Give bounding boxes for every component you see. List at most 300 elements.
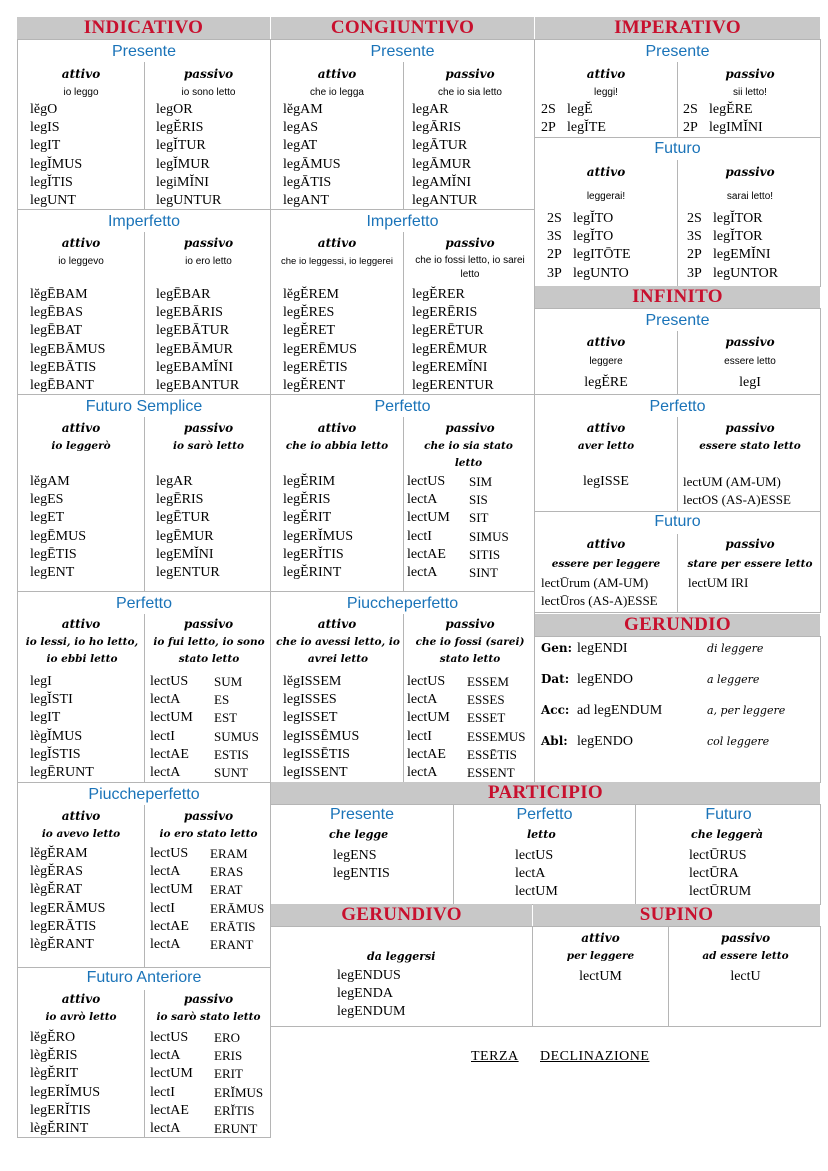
form-line: legĀTUR xyxy=(412,138,468,154)
translation-attivo: io lessi, io ho letto, io ebbi letto xyxy=(25,636,139,665)
translation: di leggere xyxy=(707,642,764,655)
verb-form: legĬTE xyxy=(567,120,606,136)
supino-header: SUPINO xyxy=(533,904,820,926)
form-line: ERĬTIS xyxy=(214,1102,255,1118)
ind-piucche-box xyxy=(17,782,271,968)
form-line: ERIT xyxy=(214,1066,243,1082)
form-line: lègĔRANT xyxy=(30,936,94,952)
translation-attivo: essere per leggere xyxy=(551,558,661,570)
form-line xyxy=(547,210,631,228)
form-line: lectAE xyxy=(150,746,189,762)
form-line: legET xyxy=(30,510,65,526)
form-line: legEREMĬNI xyxy=(412,359,488,375)
translation-passivo: io ero letto xyxy=(185,256,232,267)
verb-form: legENDO xyxy=(577,672,633,687)
attivo-label: attivo xyxy=(61,809,101,823)
form-line: legĒBAS xyxy=(30,305,83,321)
form-line: lectA xyxy=(150,764,181,780)
inf-futuro-box xyxy=(534,511,821,613)
part-presente-forms xyxy=(333,847,390,883)
form-line: legAR xyxy=(156,474,193,489)
cong-presente-box xyxy=(270,39,535,210)
form-line: legĒRIS xyxy=(156,492,204,508)
case-label: Gen: xyxy=(541,641,573,655)
form-line: legEBANTUR xyxy=(156,377,240,393)
cong-piucche-title: Piuccheperfetto xyxy=(346,595,459,612)
verb-form: legUNTO xyxy=(573,265,629,281)
form-line: legĬMUR xyxy=(156,156,210,172)
passivo-aux xyxy=(214,1029,263,1138)
verb-form: legITŌTE xyxy=(573,247,631,263)
form-line: legERĬMUS xyxy=(30,1084,100,1100)
attivo-forms xyxy=(30,286,105,395)
translation-attivo: leggi! xyxy=(594,87,618,98)
attivo-forms xyxy=(283,673,359,782)
attivo-form: legĔRE xyxy=(584,375,628,390)
form-line: lectA xyxy=(150,936,181,952)
form-line: legOR xyxy=(156,102,193,117)
translation-attivo: io leggo xyxy=(63,87,99,98)
form-line: ERIS xyxy=(214,1048,243,1064)
form-line: lĕgO xyxy=(30,102,58,117)
form-line: lègĬMUS xyxy=(30,728,83,744)
imp-futuro-box xyxy=(534,137,821,287)
form-line xyxy=(541,119,606,137)
translation-passivo: io sono letto xyxy=(181,87,236,98)
translation-attivo: che io leggessi, io leggerei xyxy=(281,256,393,267)
translation-attivo: leggerai! xyxy=(586,191,626,202)
translation-attivo: che io abbia letto xyxy=(285,440,389,452)
inf-perfetto-title: Perfetto xyxy=(649,398,706,415)
passivo-forms xyxy=(683,101,763,137)
passivo-label: passivo xyxy=(725,165,775,179)
form-line: EST xyxy=(214,710,238,726)
form-line: legENT xyxy=(30,564,75,580)
form-line: legISSĒTIS xyxy=(283,746,350,762)
form-line: lectŪRUM xyxy=(689,884,752,900)
ind-perfetto-box xyxy=(17,591,271,783)
attivo-label: attivo xyxy=(586,421,626,435)
gerundio-row xyxy=(541,636,785,664)
person-label: 2P xyxy=(547,247,562,263)
form-line: legISSĒMUS xyxy=(283,728,360,744)
form-line: legĔRER xyxy=(412,287,465,302)
form-line: ESSĒTIS xyxy=(467,746,517,762)
attivo-label: attivo xyxy=(586,335,626,349)
form-line xyxy=(687,210,778,228)
person-label: 3P xyxy=(547,265,562,281)
ind-piucche-title: Piuccheperfetto xyxy=(88,786,200,803)
attivo-label: attivo xyxy=(61,992,101,1006)
form-line: ES xyxy=(214,692,230,708)
attivo-forms xyxy=(283,101,341,210)
attivo-label: attivo xyxy=(317,421,357,435)
form-line: lectUM xyxy=(407,710,450,726)
passivo-form: lectUM IRI xyxy=(688,575,749,590)
form-line: legENDUS xyxy=(337,968,401,983)
verb-form: legĔRE xyxy=(709,102,753,117)
form-line: lectAE xyxy=(407,746,446,762)
form-line: lectA xyxy=(407,764,438,780)
ind-futuro-title: Futuro Semplice xyxy=(85,398,203,415)
form-line: lectUM xyxy=(150,1066,193,1082)
attivo-forms xyxy=(30,845,105,954)
gerundivo-note: da leggersi xyxy=(367,950,436,963)
form-line: legiMĬNI xyxy=(156,174,209,190)
translation-attivo: che io legga xyxy=(310,87,364,98)
form-line: legERĬTIS xyxy=(283,546,344,562)
divider xyxy=(403,417,404,591)
form-line: ESSEM xyxy=(467,674,509,689)
form-line: lectUS xyxy=(407,474,446,489)
form-line: lectA xyxy=(515,866,546,882)
passivo-label: passivo xyxy=(183,617,234,631)
person-label: 2S xyxy=(687,211,702,226)
form-line: lectAE xyxy=(150,1102,189,1118)
form-line: legERĀTIS xyxy=(30,918,97,934)
passivo-forms: lectUM (AM-UM) lectOS (AS-A)ESSE xyxy=(683,474,791,508)
attivo-label: attivo xyxy=(61,236,101,250)
gerundivo-forms xyxy=(337,967,405,1022)
person-label: 3P xyxy=(687,265,702,281)
ind-presente-title: Presente xyxy=(111,43,177,60)
translation: a leggere xyxy=(707,673,760,686)
attivo-forms: lectŪrum (AM-UM) lectŪros (AS-A)ESSE xyxy=(541,575,658,609)
translation-passivo: io fui letto, io sono stato letto xyxy=(153,636,265,665)
imp-futuro-title: Futuro xyxy=(654,140,701,157)
supino-attivo-form: lectUM xyxy=(579,969,622,984)
form-line: lectI xyxy=(150,728,175,744)
form-line: legĒRUNT xyxy=(30,764,94,780)
inf-futuro-title: Futuro xyxy=(654,513,701,530)
form-line: lectA xyxy=(407,564,438,580)
attivo-form: legISSE xyxy=(583,474,629,489)
form-line: legAMĬNI xyxy=(412,174,472,190)
form-line xyxy=(547,246,631,264)
form-line: ERUNT xyxy=(214,1120,258,1136)
gerundio-rows xyxy=(541,636,785,757)
form-line: legAT xyxy=(283,138,318,154)
verb-form: legENDI xyxy=(577,641,628,656)
form-line: lectI xyxy=(407,728,432,744)
translation-passivo: che io fossi (sarei) stato letto xyxy=(415,636,525,665)
form-line: SUMUS xyxy=(214,728,259,744)
form-line: lègĔRINT xyxy=(30,1120,89,1136)
form-line: lectUM xyxy=(407,510,450,526)
cong-perfetto-box xyxy=(270,394,535,592)
form-line: SUNT xyxy=(214,764,248,780)
form-line: legĔRIS xyxy=(283,492,331,508)
passivo-label: passivo xyxy=(445,236,495,250)
form-line: SUM xyxy=(214,674,243,689)
form-line: legERĬTIS xyxy=(30,1102,91,1118)
cong-perfetto-title: Perfetto xyxy=(374,398,431,415)
translation-passivo: essere stato letto xyxy=(699,440,801,452)
ind-futant-box xyxy=(17,967,271,1138)
form-line: legUNT xyxy=(30,192,76,208)
participio-header: PARTICIPIO xyxy=(271,782,820,804)
passivo-participles xyxy=(150,1029,193,1138)
form-line: legAR xyxy=(412,102,449,117)
form-line: lectUS xyxy=(150,1030,189,1045)
passivo-label: passivo xyxy=(725,537,775,551)
passivo-aux xyxy=(210,845,264,954)
translation-passivo: essere letto xyxy=(724,356,776,367)
form-line: lectA xyxy=(407,492,438,508)
ind-imperfetto-title: Imperfetto xyxy=(107,213,181,230)
passivo-participles xyxy=(150,845,193,954)
inf-perfetto-box xyxy=(534,394,821,512)
form-line: lègĔRAS xyxy=(30,864,83,880)
inf-presente-title: Presente xyxy=(645,312,710,329)
cong-imperfetto-box xyxy=(270,209,535,395)
form-line: legĀRIS xyxy=(412,120,461,136)
attivo-forms xyxy=(541,101,606,137)
cong-presente-title: Presente xyxy=(370,43,435,60)
form-line: legĔRES xyxy=(283,305,335,321)
verb-form: legUNTOR xyxy=(713,265,779,281)
form-line: legERĀMUS xyxy=(30,900,106,916)
attivo-label: attivo xyxy=(317,236,357,250)
attivo-label: attivo xyxy=(317,617,357,631)
form-line: legĬTUR xyxy=(156,138,206,154)
ind-perfetto-title: Perfetto xyxy=(115,595,173,612)
form-line: legĬSTI xyxy=(30,692,73,708)
person-label: 2S xyxy=(541,102,556,117)
form-line: legĒBAT xyxy=(30,323,83,339)
form-line: legENDA xyxy=(337,986,393,1002)
translation-attivo: che io avessi letto, io avrei letto xyxy=(276,636,400,665)
form-line: ERĀTIS xyxy=(210,918,256,934)
form-line: legENS xyxy=(333,848,377,863)
participio-box xyxy=(270,804,821,905)
form-line: legĒTIS xyxy=(30,546,77,562)
attivo-label: attivo xyxy=(586,67,626,81)
attivo-label: attivo xyxy=(586,537,626,551)
person-label: 2P xyxy=(687,247,702,263)
form-line: ERANT xyxy=(210,936,254,952)
verb-form: legĔ xyxy=(567,102,593,117)
translation-passivo: che io sia stato letto xyxy=(424,440,513,469)
form-line xyxy=(687,246,778,264)
form-line: ESTIS xyxy=(214,746,249,762)
verb-form: legIMĬNI xyxy=(709,120,763,136)
translation-passivo: che io sia letto xyxy=(438,87,502,98)
passivo-label: passivo xyxy=(725,67,775,81)
form-line: legAS xyxy=(283,120,318,136)
imperativo-header: IMPERATIVO xyxy=(535,17,820,39)
verb-form: legĬTO xyxy=(573,211,614,226)
form-line: legERĒRIS xyxy=(412,305,478,321)
translation-attivo: aver letto xyxy=(577,440,635,452)
form-line: legIT xyxy=(30,710,61,726)
form-line: legEBĀMUS xyxy=(30,341,106,357)
form-line: ESSES xyxy=(467,692,505,708)
passivo-aux xyxy=(467,673,526,782)
passivo-label: passivo xyxy=(445,617,495,631)
form-line: legANT xyxy=(283,192,329,208)
form-line: ERO xyxy=(214,1030,240,1045)
cong-piucche-box xyxy=(270,591,535,783)
form-line: legENTIS xyxy=(333,866,390,882)
form-line: lectI xyxy=(150,1084,175,1100)
ind-presente-box xyxy=(17,39,271,210)
form-line: ERĀMUS xyxy=(210,900,265,916)
ind-futuro-box xyxy=(17,394,271,592)
form-line: lectI xyxy=(150,900,175,916)
form-line: lectA xyxy=(150,1048,181,1064)
form-line: legEBĀTUR xyxy=(156,323,230,339)
form-line: legERENTUR xyxy=(412,377,494,393)
attivo-label: attivo xyxy=(61,617,101,631)
form-line: legEBĀMUR xyxy=(156,341,233,357)
gerundio-box xyxy=(534,636,821,783)
form-line: lectA xyxy=(407,692,438,708)
form-line: legĬMUS xyxy=(30,156,83,172)
form-line xyxy=(541,101,606,119)
gerundio-header: GERUNDIO xyxy=(535,614,820,636)
cong-imperfetto-title: Imperfetto xyxy=(366,213,439,230)
passivo-participles xyxy=(150,673,193,782)
attivo-label: attivo xyxy=(61,421,101,435)
form-line: ESSEMUS xyxy=(467,728,526,744)
divider xyxy=(403,614,404,782)
form-line: lectA xyxy=(150,692,181,708)
passivo-label: passivo xyxy=(183,67,234,81)
person-label: 3S xyxy=(547,229,562,245)
attivo-label: attivo xyxy=(581,931,620,945)
form-line: lĕgĔREM xyxy=(283,287,339,302)
passivo-participles xyxy=(407,473,450,582)
verb-form: legĬTOR xyxy=(713,229,763,245)
divider xyxy=(403,232,404,394)
passivo-label: passivo xyxy=(183,992,234,1006)
form-line: legI xyxy=(30,674,52,689)
person-label: 2P xyxy=(683,120,698,136)
form-line: ESSET xyxy=(467,710,506,726)
form-line: ESSENT xyxy=(467,764,515,780)
form-line: legĀMUS xyxy=(283,156,341,172)
form-line: lectŪRA xyxy=(689,866,739,882)
form-line: lègĔRIT xyxy=(30,1066,79,1082)
form-line: SIS xyxy=(469,492,488,508)
passivo-label: passivo xyxy=(720,931,771,945)
part-perfetto-note: letto xyxy=(527,828,556,841)
part-futuro-forms xyxy=(689,847,751,902)
gerundio-row xyxy=(541,726,785,757)
form-line: lectA xyxy=(150,864,181,880)
passivo-label: passivo xyxy=(725,335,775,349)
infinito-header: INFINITO xyxy=(535,286,820,308)
form-line: lectAE xyxy=(150,918,189,934)
verb-form: legENDO xyxy=(577,734,633,749)
form-line: legĀMUR xyxy=(412,156,472,172)
passivo-aux xyxy=(469,473,509,582)
form-line: lègĔRAT xyxy=(30,882,83,898)
attivo-label: attivo xyxy=(61,67,101,81)
form-line: legĔRET xyxy=(283,323,336,339)
form-line: SIT xyxy=(469,510,489,526)
form-line: lĕgAM xyxy=(30,474,70,489)
form-line: lectUS xyxy=(150,674,189,689)
form-line: legĒMUS xyxy=(30,528,86,544)
translation-passivo: sarai letto! xyxy=(726,191,774,202)
form-line: legUNTUR xyxy=(156,192,222,208)
passivo-label: passivo xyxy=(725,421,775,435)
attivo-forms xyxy=(30,101,82,210)
part-presente-note: che legge xyxy=(329,828,389,841)
translation-passivo: che io fossi letto, io sarei letto xyxy=(415,255,525,280)
form-line: lĕgĔRO xyxy=(30,1030,76,1045)
form-line: legES xyxy=(30,492,64,508)
inf-presente-box xyxy=(534,308,821,395)
form-line: lĕgISSEM xyxy=(283,674,342,689)
translation-attivo: io avevo letto xyxy=(41,828,121,840)
part-futuro-title: Futuro xyxy=(705,806,752,823)
translation-attivo: io leggerò xyxy=(51,440,111,452)
passivo-label: passivo xyxy=(183,809,234,823)
translation: a, per leggere xyxy=(707,704,786,717)
part-futuro-note: che leggerà xyxy=(691,828,764,841)
form-line: legĒMUR xyxy=(156,528,214,544)
form-line: ERAS xyxy=(210,864,244,880)
form-line: legISSET xyxy=(283,710,338,726)
passivo-label: passivo xyxy=(183,236,234,250)
form-line: legĀTIS xyxy=(283,174,332,190)
form-line: legERĒMUS xyxy=(283,341,357,357)
attivo-label: attivo xyxy=(317,67,357,81)
passivo-forms xyxy=(412,286,494,395)
imp-presente-title: Presente xyxy=(645,43,710,60)
form-line: lectŪRUS xyxy=(689,848,747,863)
form-line: legEMĬNI xyxy=(156,546,214,562)
form-line xyxy=(687,265,778,283)
footer-declinazione: DECLINAZIONE xyxy=(540,1049,650,1064)
passivo-forms xyxy=(156,101,221,210)
person-label: 2S xyxy=(683,102,698,117)
person-label: 2P xyxy=(541,120,556,136)
form-line: legISSES xyxy=(283,692,337,708)
form-line: lègĔRIS xyxy=(30,1048,78,1064)
form-line: SITIS xyxy=(469,546,501,562)
part-perfetto-title: Perfetto xyxy=(516,806,573,823)
case-label: Dat: xyxy=(541,672,570,686)
form-line: legIS xyxy=(30,120,60,136)
form-line: legEBĀRIS xyxy=(156,305,223,321)
form-line: lectUS xyxy=(150,846,189,861)
supino-passivo-form: lectU xyxy=(730,969,761,984)
passivo-forms xyxy=(687,210,778,283)
ind-imperfetto-box xyxy=(17,209,271,395)
attivo-forms xyxy=(30,673,94,782)
form-line: lectI xyxy=(407,528,432,544)
part-presente-title: Presente xyxy=(329,806,395,823)
translation-passivo: io ero stato letto xyxy=(159,828,258,840)
passivo-participles xyxy=(407,673,450,782)
passivo-forms xyxy=(412,101,477,210)
form-line: lectUS xyxy=(515,848,554,863)
form-line: lectAE xyxy=(407,546,446,562)
person-label: 3S xyxy=(687,229,702,245)
attivo-forms xyxy=(30,473,86,582)
translation-attivo: io leggevo xyxy=(58,256,104,267)
form-line: legENDUM xyxy=(337,1004,406,1020)
attivo-forms xyxy=(547,210,631,283)
form-line: ERAM xyxy=(210,846,248,861)
gerundio-row xyxy=(541,664,785,695)
form-line: legĒTUR xyxy=(156,510,210,526)
translation-passivo: io sarò letto xyxy=(173,440,244,452)
